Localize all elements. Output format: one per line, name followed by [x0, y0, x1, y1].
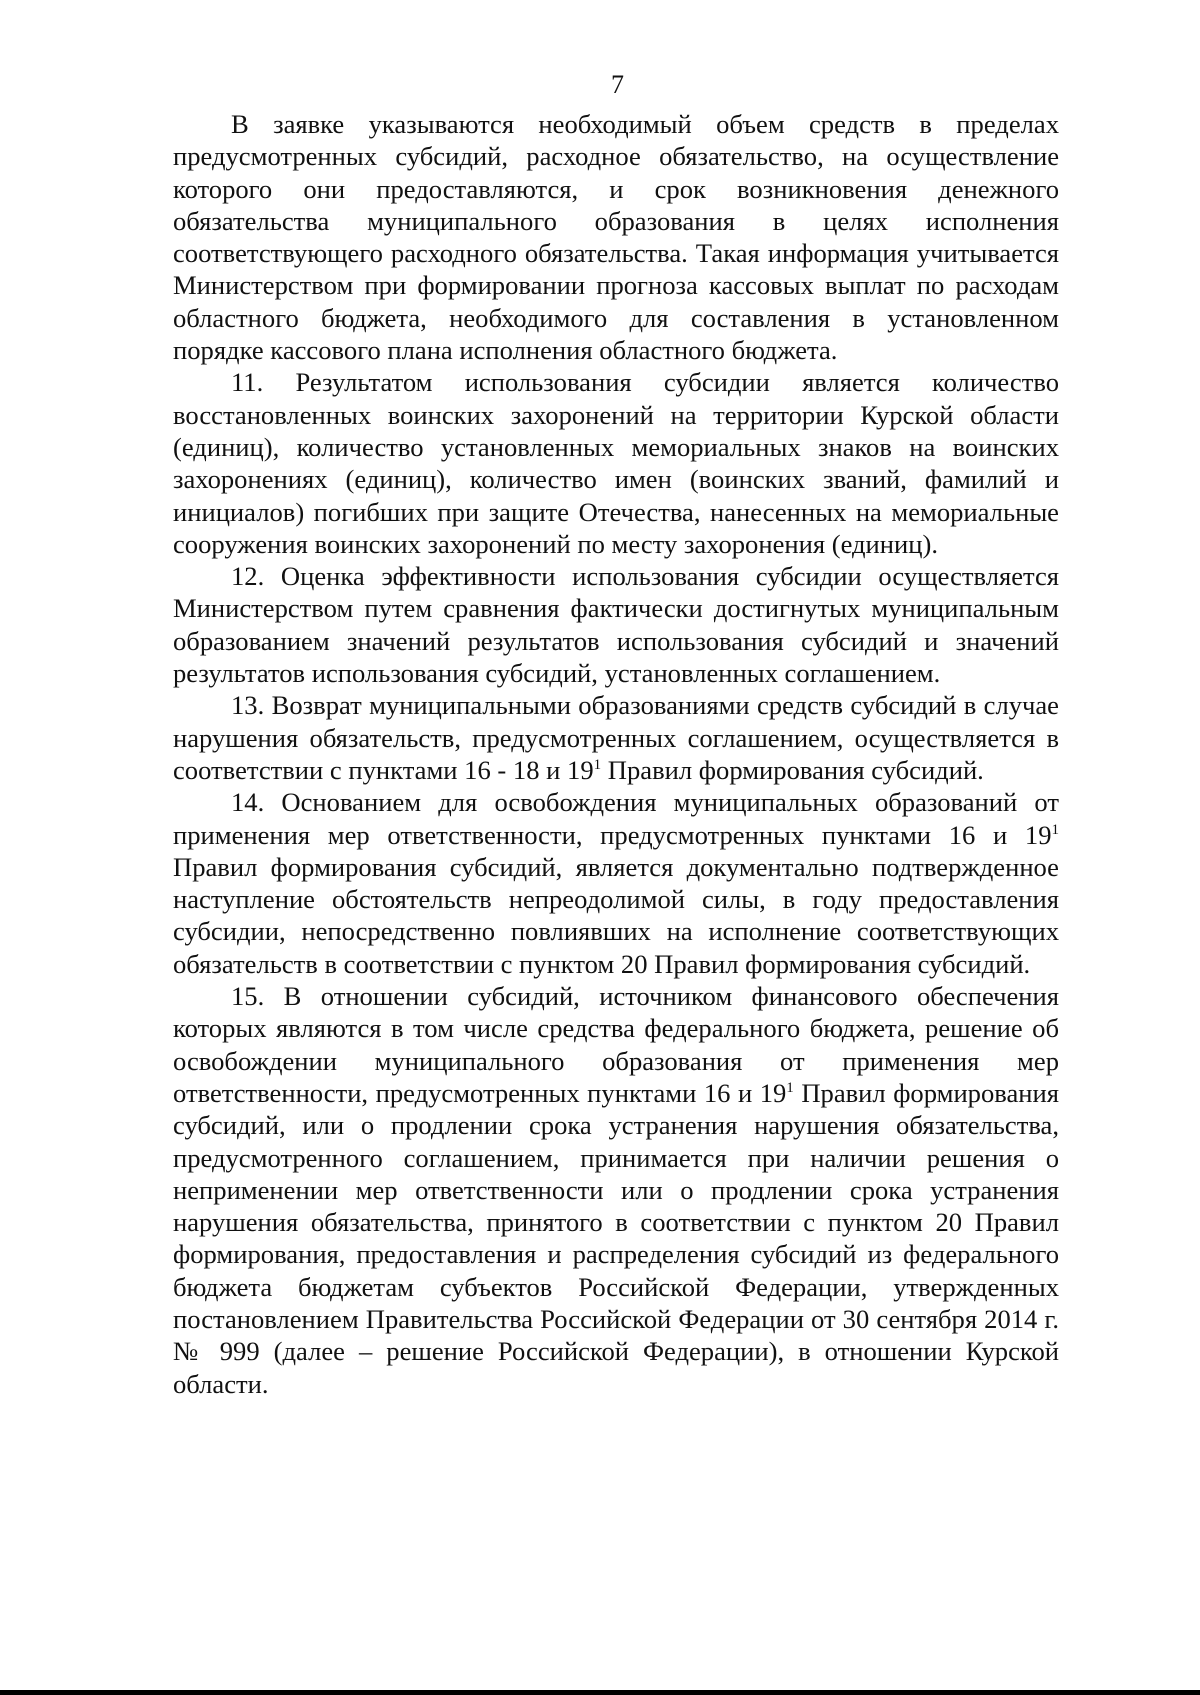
paragraph-11-subsidy-result: 11. Результатом использования субсидии является количество восстановленных воинских захоронений на территории Курской области (единиц), количество установленных мемориальных знаков на воинских захоронениях (единиц), количество имен (воинских званий, фамилий и инициалов) погибших при защите Отечества, нанесенных на мемориальные сооружения воинских захоронений по месту захоронения (единиц).: [173, 367, 1059, 559]
paragraph-15-text-end: Правил формирования субсидий, или о продлении срока устранения нарушения обязательства, предусмотренного соглашением, принимается при наличии решения о неприменении мер ответственности или о продлении срока устранения нарушения обязательства, принятого в соответствии с пунктом 20 Правил формирования, предоставления и распределения субсидий из федерального бюджета бюджетам субъектов Российской Федерации, утвержденных постановлением Правительства Российской Федерации от 30 сентября 2014 г. № 999 (далее – решение Российской Федерации), в отношении Курской области.: [173, 1077, 1059, 1399]
paragraph-14-text-end: Правил формирования субсидий, является документально подтвержденное наступление обстоятельств непреодолимой силы, в году предоставления субсидии, непосредственно повлиявших на исполнение соответствующих обязательств в соответствии с пунктом 20 Правил формирования субсидий.: [173, 851, 1059, 979]
document-body: [173, 108, 1059, 1400]
paragraph-14-exemption-grounds: [173, 786, 1059, 980]
scan-bottom-edge: [0, 1690, 1200, 1695]
paragraph-application-contents: В заявке указываются необходимый объем средств в пределах предусмотренных субсидий, расходное обязательство, на осуществление которого они предоставляются, и срок возникновения денежного обязательства муниципального образования в целях исполнения соответствующего расходного обязательства. Такая информация учитывается Министерством при формировании прогноза кассовых выплат по расходам областного бюджета, необходимого для составления в установленном порядке кассового плана исполнения областного бюджета.: [173, 109, 1059, 366]
paragraph-15-text-start: 15. В отношении субсидий, источником финансового обеспечения которых являются в том числе средства федерального бюджета, решение об освобождении муниципального образования от применения мер ответственности, предусмотренных пунктами 16 и 19: [173, 981, 1059, 1108]
paragraph-13-superscript: 1: [593, 757, 602, 774]
paragraph-14-text-start: 14. Основанием для освобождения муниципальных образований от применения мер ответственности, предусмотренных пунктами 16 и 19: [173, 787, 1059, 850]
paragraph-13-text-end: Правил формирования субсидий.: [601, 754, 984, 785]
paragraph-15-superscript: 1: [786, 1080, 794, 1097]
paragraph-15-federal-subsidies: [173, 980, 1059, 1400]
paragraph-12-efficiency-evaluation: 12. Оценка эффективности использования субсидии осуществляется Министерством путем сравнения фактически достигнутых муниципальным образованием значений результатов использования субсидий и значений результатов использования субсидий, установленных соглашением.: [173, 561, 1059, 689]
page-number: 7: [611, 70, 624, 99]
paragraph-13-text-start: 13. Возврат муниципальными образованиями средств субсидий в случае нарушения обязательств, предусмотренных соглашением, осуществляется в соответствии с пунктами 16 - 18 и 19: [173, 690, 1059, 785]
paragraph-14-superscript: 1: [1051, 821, 1059, 838]
paragraph-13-refund: [173, 689, 1059, 786]
